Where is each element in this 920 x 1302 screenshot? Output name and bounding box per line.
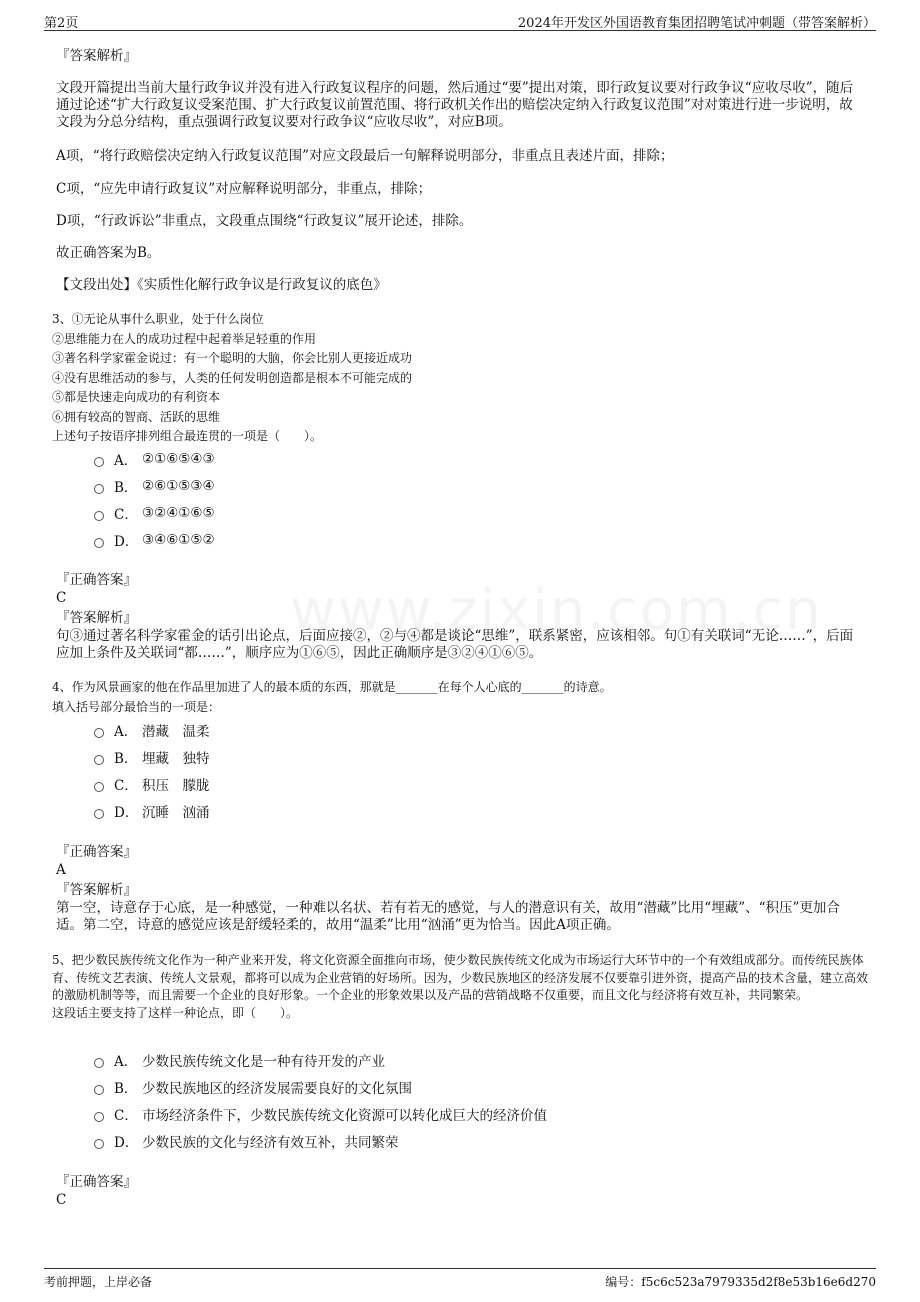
q3-line: ⑤都是快速走向成功的有利资本 (52, 390, 221, 404)
radio-icon[interactable] (94, 1112, 104, 1122)
footer-slogan: 考前押题，上岸必备 (44, 1275, 153, 1289)
q5-answer-label: 『正确答案』 (56, 1174, 137, 1190)
radio-icon[interactable] (94, 782, 104, 792)
prev-conclusion: 故正确答案为B。 (56, 245, 161, 261)
radio-icon[interactable] (94, 1058, 104, 1068)
q4-options (94, 716, 210, 824)
q4-analysis: 第一空，诗意存于心底，是一种感觉，一种难以名状、若有若无的感觉，与人的潜意识有关，故用“潜藏”比用“埋藏”、“积压”更加合适。第二空，诗意的感觉应该是舒缓轻柔的，故用“温柔”比用“汹涌”更为恰当。因此A项正确。 (56, 900, 840, 933)
q3-line: ②思维能力在人的成功过程中起着举足轻重的作用 (52, 331, 317, 346)
q5-option-a[interactable]: A． 少数民族传统文化是一种有待开发的产业 (94, 1046, 547, 1073)
q3-analysis: 句③通过著名科学家霍金的话引出论点，后面应接②，②与④都是谈论“思维”，联系紧密，应该相邻。句①有关联词“无论……”，后面应加上条件及关联词“都……”，顺序应为①⑥⑤，因此正确顺序是③②④①⑥⑤。 (56, 628, 854, 661)
q4-prompt: 填入括号部分最恰当的一项是： (52, 699, 221, 714)
prev-analysis-a: A项，“将行政赔偿决定纳入行政复议范围”对应文段最后一句解释说明部分，非重点且表述片面，排除； (56, 148, 674, 164)
q4-answer: A (56, 862, 66, 878)
q5-answer: C (56, 1192, 67, 1208)
q4-option-b[interactable]: B． 埋藏 独特 (94, 743, 210, 770)
q3-answer: C (56, 590, 67, 606)
q4-stem: 4、作为风景画家的他在作品里加进了人的最本质的东西，那就是_______在每个人心底的_______的诗意。 填入括号部分最恰当的一项是： (52, 678, 868, 717)
q5-options (94, 1046, 547, 1154)
radio-icon[interactable] (94, 755, 104, 765)
document-title: 2024年开发区外国语教育集团招聘笔试冲刺题（带答案解析） (517, 16, 876, 31)
prev-source: 【文段出处】《实质性化解行政争议是行政复议的底色》 (56, 277, 387, 293)
radio-icon[interactable] (94, 809, 104, 819)
radio-icon[interactable] (94, 728, 104, 738)
q3-line: 3、①无论从事什么职业，处于什么岗位 (52, 312, 264, 326)
page-number: 第2页 (44, 16, 79, 31)
page-footer (44, 1268, 876, 1293)
q5-option-b[interactable]: B． 少数民族地区的经济发展需要良好的文化氛围 (94, 1073, 547, 1100)
radio-icon[interactable] (94, 457, 104, 467)
radio-icon[interactable] (94, 538, 104, 548)
prev-analysis-label: 『答案解析』 (56, 48, 137, 64)
q4-answer-label: 『正确答案』 (56, 844, 137, 860)
radio-icon[interactable] (94, 1085, 104, 1095)
prev-analysis-d: D项，“行政诉讼”非重点，文段重点围绕“行政复议”展开论述，排除。 (56, 213, 473, 229)
q3-option-c[interactable]: C． ③②④①⑥⑤ (94, 499, 215, 526)
q3-stem (52, 310, 868, 447)
q3-analysis-label: 『答案解析』 (56, 610, 137, 626)
prev-analysis-para: 文段开篇提出当前大量行政争议并没有进入行政复议程序的问题，然后通过“要”提出对策，即行政复议要对行政争议“应收尽收”，随后通过论述“扩大行政复议受案范围、扩大行政复议前置范围、将行政机关作出的赔偿决定纳入行政复议范围”对对策进行进一步说明，故文段为分总分结构，重点强调行政复议要对行政争议“应收尽收”，对应B项。 (56, 80, 854, 130)
q3-option-d[interactable]: D． ③④⑥①⑤② (94, 526, 215, 553)
page-header (44, 10, 876, 31)
radio-icon[interactable] (94, 484, 104, 494)
q3-option-a[interactable]: A． ②①⑥⑤④③ (94, 445, 215, 472)
radio-icon[interactable] (94, 1139, 104, 1149)
q5-prompt: 这段话主要支持了这样一种论点，即（ ）。 (52, 1005, 299, 1020)
q3-line: ③著名科学家霍金说过：有一个聪明的大脑，你会比别人更接近成功 (52, 351, 413, 365)
q3-line: ④没有思维活动的参与，人类的任何发明创造都是根本不可能完成的 (52, 370, 413, 385)
q4-analysis-label: 『答案解析』 (56, 882, 137, 898)
q5-option-c[interactable]: C． 市场经济条件下，少数民族传统文化资源可以转化成巨大的经济价值 (94, 1100, 547, 1127)
radio-icon[interactable] (94, 511, 104, 521)
q3-answer-label: 『正确答案』 (56, 572, 137, 588)
q4-option-a[interactable]: A． 潜藏 温柔 (94, 716, 210, 743)
prev-analysis-c: C项，“应先申请行政复议”对应解释说明部分，非重点，排除； (56, 181, 432, 197)
q4-option-d[interactable]: D． 沉睡 汹涌 (94, 797, 210, 824)
q4-option-c[interactable]: C． 积压 朦胧 (94, 770, 210, 797)
q5-option-d[interactable]: D． 少数民族的文化与经济有效互补，共同繁荣 (94, 1127, 547, 1154)
q3-options (94, 445, 215, 553)
document-id: 编号：f5c6c523a7979335d2f8e53b16e6d270 (605, 1275, 876, 1289)
q5-stem: 5、把少数民族传统文化作为一种产业来开发，将文化资源全面推向市场，使少数民族传统文化成为市场运行大环节中的一个有效组成部分。而传统民族体育、传统文艺表演、传统人文景观，都将可以成为企业营销的好场所。因为，少数民族地区的经济发展不仅要靠引进外资，提高产品的技术含量，建立高效的激励机制等等，而且需要一个企业的良好形象。一个企业的形象效果以及产品的营销战略不仅重要，而且文化与经济将有效互补，共同繁荣。 这段话主要支持了这样一种论点，即（ ）。 (52, 952, 868, 1022)
q3-line: ⑥拥有较高的智商、活跃的思维 (52, 409, 221, 424)
q3-option-b[interactable]: B． ②⑥①⑤③④ (94, 472, 215, 499)
q3-prompt: 上述句子按语序排列组合最连贯的一项是（ ）。 (52, 429, 323, 443)
